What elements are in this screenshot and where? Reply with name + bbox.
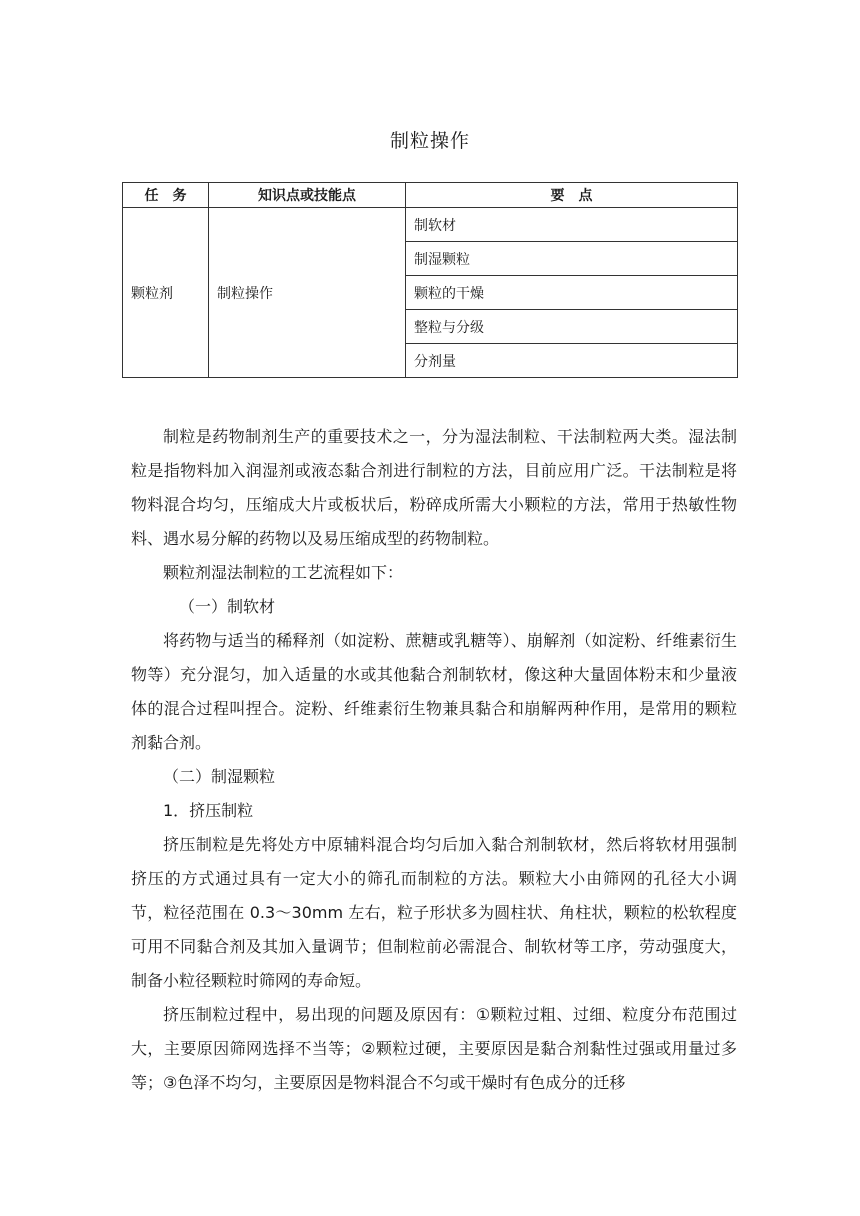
paragraph-soft-material: 将药物与适当的稀释剂（如淀粉、蔗糖或乳糖等）、崩解剂（如淀粉、纤维素衍生物等）充分混匀，加入适量的水或其他黏合剂制软材，像这种大量固体粉末和少量液体的混合过程叫捏合。淀粉、纤维素衍生物兼具黏合和崩解两种作用，是常用的颗粒剂黏合剂。 <box>131 631 737 752</box>
heading-soft-material: （一）制软材 <box>179 597 276 616</box>
paragraph-problems: 挤压制粒过程中，易出现的问题及原因有：①颗粒过粗、过细、粒度分布范围过大，主要原因筛网选择不当等；②颗粒过硬，主要原因是黏合剂黏性过强或用量过多等；③色泽不均匀，主要原因是物料混合不匀或干燥时有色成分的迁移 <box>131 1005 737 1092</box>
paragraph-extrusion: 挤压制粒是先将处方中原辅料混合均匀后加入黏合剂制软材，然后将软材用强制挤压的方式通过具有一定大小的筛孔而制粒的方法。颗粒大小由筛网的孔径大小调节，粒径范围在 0.3～30mm 左右，粒子形状多为圆柱状、角柱状，颗粒的松软程度可用不同黏合剂及其加入量调节；但制粒前必需混合、制软材等工序，劳动强度大，制备小粒径颗粒时筛网的寿命短。 <box>131 835 737 990</box>
point-cell: 颗粒的干燥 <box>406 276 738 310</box>
task-cell: 颗粒剂 <box>123 208 209 378</box>
header-skill: 知识点或技能点 <box>209 183 406 208</box>
header-task: 任 务 <box>123 183 209 208</box>
paragraph-intro: 制粒是药物制剂生产的重要技术之一，分为湿法制粒、干法制粒两大类。湿法制粒是指物料加入润湿剂或液态黏合剂进行制粒的方法，目前应用广泛。干法制粒是将物料混合均匀，压缩成大片或板状后，粉碎成所需大小颗粒的方法，常用于热敏性物料、遇水易分解的药物以及易压缩成型的药物制粒。 <box>131 427 737 548</box>
heading-wet-granules: （二）制湿颗粒 <box>163 767 276 786</box>
table-header-row <box>123 183 738 208</box>
header-points: 要 点 <box>406 183 738 208</box>
point-cell: 整粒与分级 <box>406 310 738 344</box>
skill-cell: 制粒操作 <box>209 208 406 378</box>
outline-table <box>122 182 738 378</box>
point-cell: 分剂量 <box>406 344 738 378</box>
paragraph-process: 颗粒剂湿法制粒的工艺流程如下： <box>163 563 404 582</box>
table-row <box>123 208 738 242</box>
point-cell: 制软材 <box>406 208 738 242</box>
heading-extrusion: 1．挤压制粒 <box>163 801 254 820</box>
body-text <box>131 420 737 1100</box>
page-title: 制粒操作 <box>389 130 470 152</box>
point-cell: 制湿颗粒 <box>406 242 738 276</box>
